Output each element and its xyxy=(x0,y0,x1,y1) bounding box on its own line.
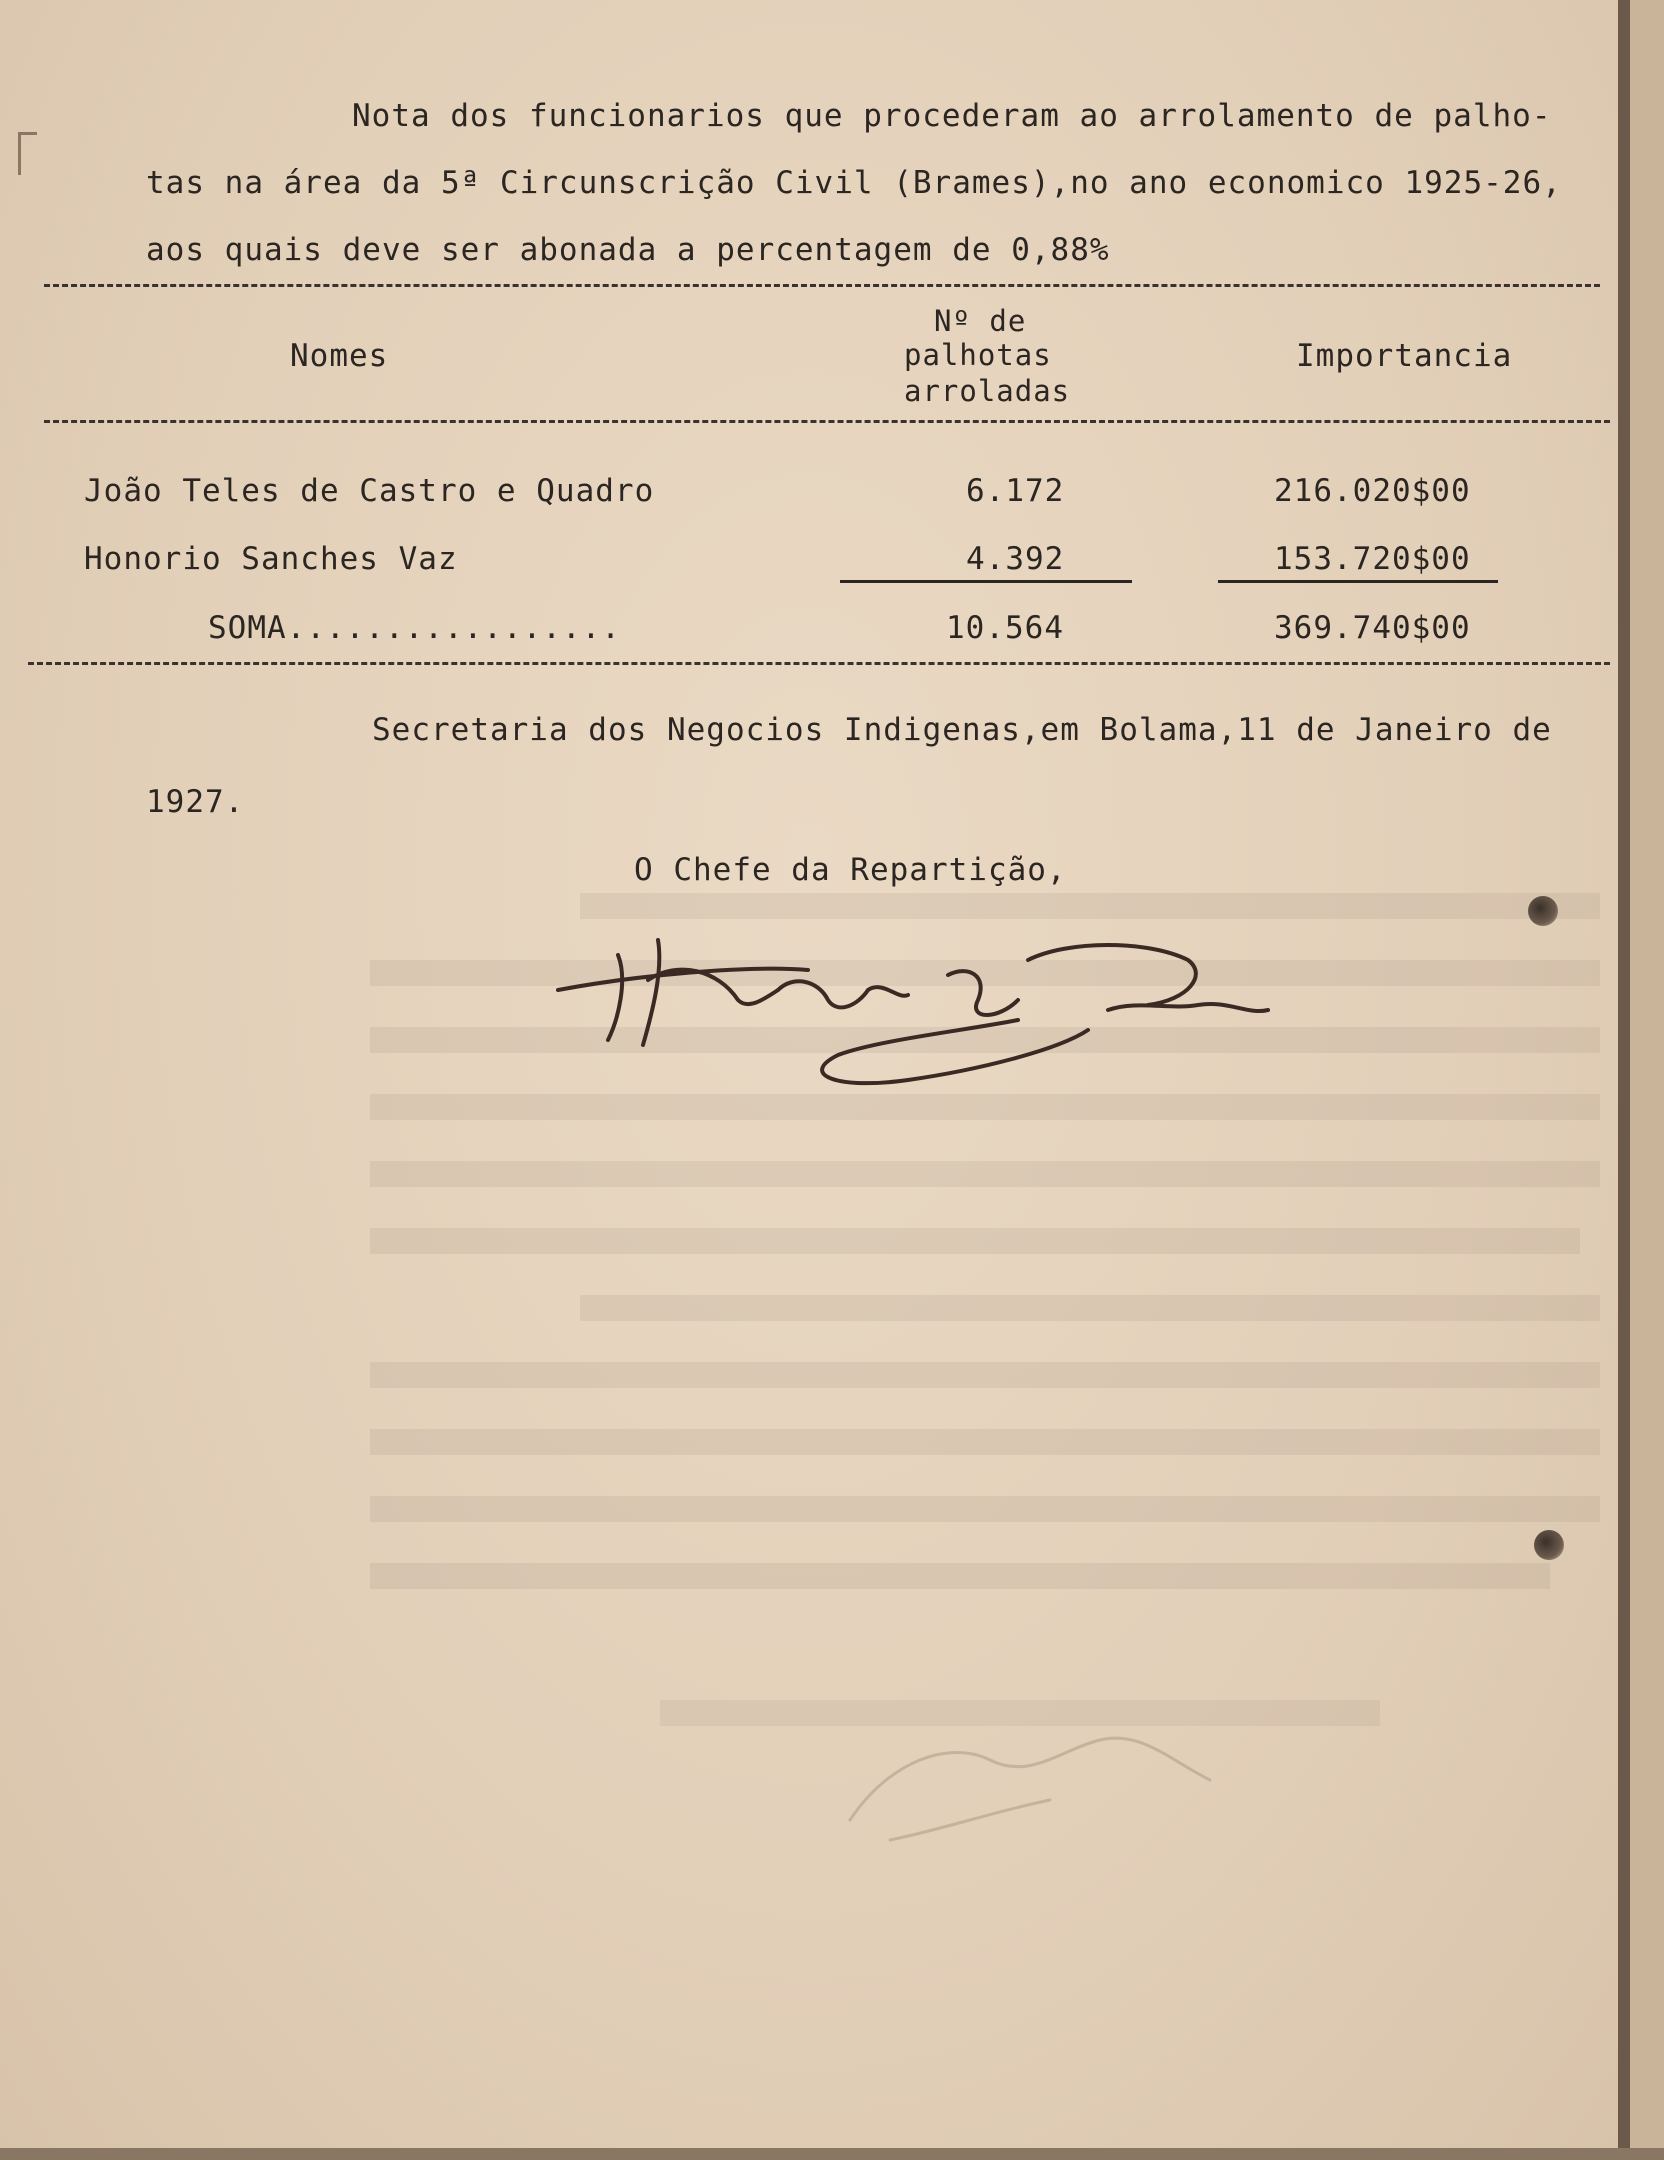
row-amount: 216.020$00 xyxy=(1274,473,1471,509)
total-amount: 369.740$00 xyxy=(1274,610,1471,646)
punch-hole xyxy=(1534,1530,1564,1560)
row-name: João Teles de Castro e Quadro xyxy=(84,473,655,509)
rule-header xyxy=(44,420,1610,423)
sum-underline-amount xyxy=(1218,580,1498,583)
col-header-names: Nomes xyxy=(290,338,389,374)
rule-top xyxy=(44,284,1600,287)
total-count: 10.564 xyxy=(946,610,1064,646)
row-name: Honorio Sanches Vaz xyxy=(84,541,458,577)
col-header-count-line2: palhotas xyxy=(904,338,1052,372)
heading-line-1: Nota dos funcionarios que procederam ao arrolamento de palho- xyxy=(352,98,1552,134)
total-label: SOMA................. xyxy=(208,610,621,646)
page-margin xyxy=(1630,0,1664,2160)
row-count: 6.172 xyxy=(966,473,1065,509)
rule-bottom xyxy=(28,662,1610,665)
bottom-edge xyxy=(0,2148,1664,2160)
page-edge xyxy=(1618,0,1630,2160)
place-date: Secretaria dos Negocios Indigenas,em Bolama,11 de Janeiro de xyxy=(372,712,1552,748)
heading-line-3: aos quais deve ser abonada a percentagem de 0,88% xyxy=(146,232,1110,268)
punch-hole xyxy=(1528,896,1558,926)
corner-mark xyxy=(18,132,37,175)
signatory-role: O Chefe da Repartição, xyxy=(634,852,1067,888)
col-header-count-line1: Nº de xyxy=(934,304,1027,338)
signature xyxy=(548,880,1348,1110)
faint-signature xyxy=(830,1700,1250,1860)
sum-underline-count xyxy=(840,580,1132,583)
heading-line-2: tas na área da 5ª Circunscrição Civil (Brames),no ano economico 1925-26, xyxy=(146,165,1562,201)
col-header-count-line3: arroladas xyxy=(904,374,1071,408)
date-year: 1927. xyxy=(146,784,245,820)
row-amount: 153.720$00 xyxy=(1274,541,1471,577)
col-header-amount: Importancia xyxy=(1296,338,1513,374)
row-count: 4.392 xyxy=(966,541,1065,577)
